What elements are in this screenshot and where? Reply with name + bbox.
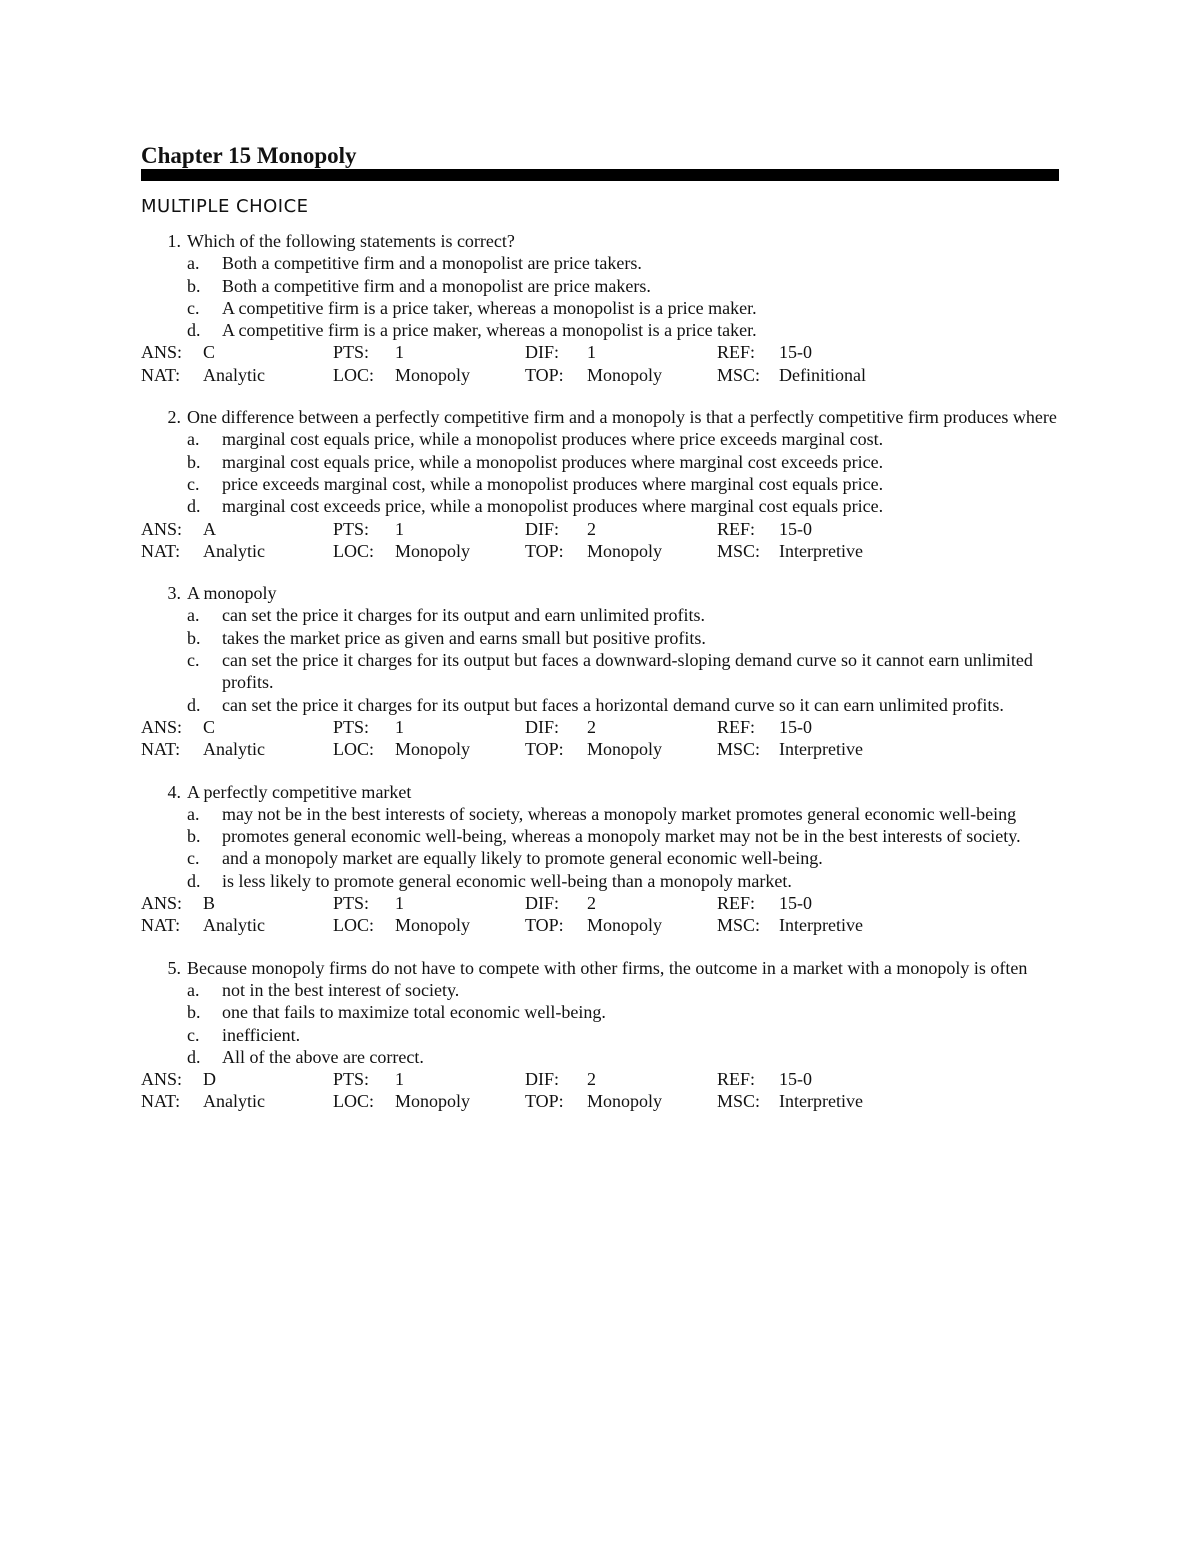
question-stem bbox=[141, 582, 1059, 604]
meta-key: ANS: bbox=[141, 518, 183, 539]
answer-choice bbox=[187, 428, 1059, 450]
meta-dif bbox=[525, 1068, 717, 1090]
meta-key: NAT: bbox=[141, 364, 181, 385]
choice-letter: d. bbox=[187, 1046, 201, 1067]
answer-meta-row bbox=[141, 716, 1059, 738]
choice-letter: a. bbox=[187, 429, 200, 450]
meta-nat bbox=[141, 540, 333, 562]
meta-msc bbox=[717, 540, 909, 562]
meta-value: C bbox=[203, 716, 216, 737]
meta-value: Monopoly bbox=[395, 364, 471, 385]
meta-key: ANS: bbox=[141, 716, 183, 737]
meta-key: MSC: bbox=[717, 1091, 761, 1112]
answer-choice bbox=[187, 604, 1059, 626]
meta-nat bbox=[141, 364, 333, 386]
meta-dif bbox=[525, 518, 717, 540]
meta-value: 1 bbox=[395, 342, 404, 363]
meta-value: 2 bbox=[587, 1069, 596, 1090]
meta-key: MSC: bbox=[717, 364, 761, 385]
choice-text: can set the price it charges for its output but faces a horizontal demand curve so it can earn unlimited profits. bbox=[222, 694, 1004, 715]
meta-value: 15-0 bbox=[779, 518, 812, 539]
meta-key: REF: bbox=[717, 518, 756, 539]
choice-text: can set the price it charges for its output and earn unlimited profits. bbox=[222, 605, 706, 626]
meta-value: Interpretive bbox=[779, 1091, 863, 1112]
classification-meta-row bbox=[141, 540, 1059, 562]
answer-choice bbox=[187, 979, 1059, 1001]
meta-value: 15-0 bbox=[779, 342, 812, 363]
question-number: 1. bbox=[167, 231, 181, 251]
classification-meta-row bbox=[141, 1090, 1059, 1112]
question-item bbox=[141, 406, 1059, 562]
meta-key: LOC: bbox=[333, 364, 375, 385]
question-number: 5. bbox=[167, 957, 181, 978]
meta-ref bbox=[717, 892, 909, 914]
meta-pts bbox=[333, 892, 525, 914]
choice-text: not in the best interest of society. bbox=[222, 979, 460, 1000]
meta-value: A bbox=[203, 518, 216, 539]
answer-choice bbox=[187, 1024, 1059, 1046]
choice-letter: a. bbox=[187, 253, 200, 274]
choice-letter: b. bbox=[187, 826, 201, 847]
meta-pts bbox=[333, 341, 525, 363]
meta-value: 2 bbox=[587, 716, 596, 737]
meta-loc bbox=[333, 914, 525, 936]
question-number: 2. bbox=[167, 407, 181, 428]
meta-value: Monopoly bbox=[587, 540, 663, 561]
answer-choice bbox=[187, 473, 1059, 495]
meta-value: Analytic bbox=[203, 739, 265, 760]
choice-text: Both a competitive firm and a monopolist are price takers. bbox=[222, 253, 642, 274]
meta-value: 1 bbox=[395, 716, 404, 737]
choice-text: A competitive firm is a price maker, whereas a monopolist is a price taker. bbox=[222, 320, 757, 341]
meta-value: 15-0 bbox=[779, 716, 812, 737]
meta-pts bbox=[333, 1068, 525, 1090]
question-stem bbox=[141, 230, 1059, 252]
meta-value: Monopoly bbox=[587, 915, 663, 936]
choice-letter: b. bbox=[187, 1002, 201, 1023]
meta-key: ANS: bbox=[141, 342, 183, 363]
meta-key: DIF: bbox=[525, 893, 560, 914]
meta-dif bbox=[525, 341, 717, 363]
meta-key: LOC: bbox=[333, 915, 375, 936]
meta-key: PTS: bbox=[333, 1069, 370, 1090]
meta-loc bbox=[333, 364, 525, 386]
meta-value: Analytic bbox=[203, 1091, 265, 1112]
meta-ref bbox=[717, 716, 909, 738]
meta-value: Monopoly bbox=[587, 739, 663, 760]
classification-meta-row bbox=[141, 914, 1059, 936]
choice-text: may not be in the best interests of society, whereas a monopoly market promotes general economic well-being bbox=[222, 803, 1017, 824]
choice-letter: c. bbox=[187, 848, 200, 869]
answer-choice bbox=[187, 319, 1059, 341]
meta-key: PTS: bbox=[333, 893, 370, 914]
meta-key: LOC: bbox=[333, 739, 375, 760]
answer-choice bbox=[187, 847, 1059, 869]
answer-choice bbox=[187, 649, 1059, 694]
meta-key: NAT: bbox=[141, 1091, 181, 1112]
meta-value: Interpretive bbox=[779, 540, 863, 561]
meta-loc bbox=[333, 1090, 525, 1112]
choice-text: can set the price it charges for its output but faces a downward-sloping demand curve so it cannot earn unlimited profits. bbox=[222, 650, 1033, 693]
meta-ref bbox=[717, 1068, 909, 1090]
choice-letter: c. bbox=[187, 650, 200, 671]
meta-value: 1 bbox=[395, 893, 404, 914]
answer-choice bbox=[187, 252, 1059, 274]
meta-key: TOP: bbox=[525, 364, 564, 385]
meta-value: 2 bbox=[587, 893, 596, 914]
meta-value: Monopoly bbox=[395, 739, 471, 760]
meta-nat bbox=[141, 1090, 333, 1112]
answer-choice bbox=[187, 803, 1059, 825]
meta-pts bbox=[333, 518, 525, 540]
choice-letter: a. bbox=[187, 605, 200, 626]
answer-choice bbox=[187, 451, 1059, 473]
choice-letter: a. bbox=[187, 803, 200, 824]
meta-key: TOP: bbox=[525, 540, 564, 561]
question-item bbox=[141, 781, 1059, 937]
choice-text: inefficient. bbox=[222, 1024, 301, 1045]
choice-text: marginal cost equals price, while a monopolist produces where marginal cost exceeds price. bbox=[222, 451, 884, 472]
meta-key: TOP: bbox=[525, 739, 564, 760]
question-text: One difference between a perfectly competitive firm and a monopoly is that a perfectly competitive firm produces where bbox=[187, 407, 1057, 428]
meta-value: D bbox=[203, 1069, 216, 1090]
meta-key: MSC: bbox=[717, 915, 761, 936]
meta-loc bbox=[333, 738, 525, 760]
question-text: Because monopoly firms do not have to compete with other firms, the outcome in a market with a monopoly is often bbox=[187, 957, 1028, 978]
choice-letter: b. bbox=[187, 451, 201, 472]
meta-value: Monopoly bbox=[395, 540, 471, 561]
meta-msc bbox=[717, 914, 909, 936]
meta-top bbox=[525, 914, 717, 936]
choice-letter: d. bbox=[187, 694, 201, 715]
question-text: A monopoly bbox=[187, 583, 277, 604]
meta-pts bbox=[333, 716, 525, 738]
meta-key: DIF: bbox=[525, 342, 560, 363]
choice-letter: a. bbox=[187, 979, 200, 1000]
answer-choice bbox=[187, 870, 1059, 892]
meta-key: REF: bbox=[717, 893, 756, 914]
answer-choice bbox=[187, 694, 1059, 716]
meta-value: Monopoly bbox=[395, 1091, 471, 1112]
choice-text: Both a competitive firm and a monopolist are price makers. bbox=[222, 275, 651, 296]
meta-value: Analytic bbox=[203, 540, 265, 561]
answer-meta-row bbox=[141, 341, 1059, 363]
meta-nat bbox=[141, 914, 333, 936]
choice-text: A competitive firm is a price taker, whereas a monopolist is a price maker. bbox=[222, 297, 757, 318]
question-item bbox=[141, 957, 1059, 1113]
answer-choice bbox=[187, 1001, 1059, 1023]
meta-ans bbox=[141, 341, 333, 363]
choice-text: marginal cost equals price, while a monopolist produces where price exceeds marginal cost. bbox=[222, 429, 884, 450]
meta-value: 1 bbox=[395, 518, 404, 539]
choice-letter: d. bbox=[187, 320, 201, 341]
meta-value: Interpretive bbox=[779, 915, 863, 936]
meta-ans bbox=[141, 1068, 333, 1090]
choice-text: and a monopoly market are equally likely to promote general economic well-being. bbox=[222, 848, 823, 869]
meta-value: 1 bbox=[587, 342, 596, 363]
meta-key: LOC: bbox=[333, 1091, 375, 1112]
meta-key: MSC: bbox=[717, 540, 761, 561]
meta-key: LOC: bbox=[333, 540, 375, 561]
meta-ref bbox=[717, 518, 909, 540]
answer-choice bbox=[187, 275, 1059, 297]
meta-key: REF: bbox=[717, 716, 756, 737]
question-item bbox=[141, 230, 1059, 386]
meta-key: PTS: bbox=[333, 716, 370, 737]
question-number: 3. bbox=[167, 583, 181, 604]
meta-key: DIF: bbox=[525, 716, 560, 737]
meta-value: 15-0 bbox=[779, 1069, 812, 1090]
meta-key: PTS: bbox=[333, 342, 370, 363]
meta-key: TOP: bbox=[525, 915, 564, 936]
title-rule bbox=[141, 169, 1059, 181]
choice-text: price exceeds marginal cost, while a monopolist produces where marginal cost equals price. bbox=[222, 473, 884, 494]
answer-choice bbox=[187, 825, 1059, 847]
meta-key: REF: bbox=[717, 1069, 756, 1090]
meta-key: NAT: bbox=[141, 540, 181, 561]
classification-meta-row bbox=[141, 364, 1059, 386]
meta-value: Monopoly bbox=[587, 1091, 663, 1112]
question-text: Which of the following statements is correct? bbox=[187, 231, 515, 251]
meta-dif bbox=[525, 716, 717, 738]
question-stem bbox=[141, 781, 1059, 803]
meta-value: 15-0 bbox=[779, 893, 812, 914]
meta-key: PTS: bbox=[333, 518, 370, 539]
choice-text: is less likely to promote general economic well-being than a monopoly market. bbox=[222, 870, 792, 891]
meta-value: Monopoly bbox=[587, 364, 663, 385]
answer-choice bbox=[187, 1046, 1059, 1068]
answer-choice bbox=[187, 495, 1059, 517]
choice-letter: c. bbox=[187, 1024, 200, 1045]
choice-letter: c. bbox=[187, 473, 200, 494]
choice-letter: c. bbox=[187, 297, 200, 318]
meta-key: ANS: bbox=[141, 893, 183, 914]
question-number: 4. bbox=[167, 781, 181, 802]
question-list bbox=[141, 230, 1059, 1113]
answer-meta-row bbox=[141, 892, 1059, 914]
classification-meta-row bbox=[141, 738, 1059, 760]
meta-value: Definitional bbox=[779, 364, 866, 385]
choice-letter: d. bbox=[187, 870, 201, 891]
meta-msc bbox=[717, 364, 909, 386]
meta-value: 1 bbox=[395, 1069, 404, 1090]
choice-text: All of the above are correct. bbox=[222, 1046, 424, 1067]
answer-choice bbox=[187, 627, 1059, 649]
question-text: A perfectly competitive market bbox=[187, 781, 412, 802]
meta-key: ANS: bbox=[141, 1069, 183, 1090]
meta-value: Monopoly bbox=[395, 915, 471, 936]
choice-text: takes the market price as given and earns small but positive profits. bbox=[222, 627, 706, 648]
meta-top bbox=[525, 540, 717, 562]
meta-key: DIF: bbox=[525, 518, 560, 539]
choice-text: marginal cost exceeds price, while a monopolist produces where marginal cost equals price. bbox=[222, 496, 884, 517]
meta-ref bbox=[717, 341, 909, 363]
meta-value: Interpretive bbox=[779, 739, 863, 760]
choice-letter: b. bbox=[187, 627, 201, 648]
choice-letter: d. bbox=[187, 496, 201, 517]
meta-value: C bbox=[203, 342, 216, 363]
meta-value: 2 bbox=[587, 518, 596, 539]
meta-dif bbox=[525, 892, 717, 914]
meta-value: Analytic bbox=[203, 364, 265, 385]
question-stem bbox=[141, 957, 1059, 979]
meta-top bbox=[525, 738, 717, 760]
answer-meta-row bbox=[141, 1068, 1059, 1090]
meta-loc bbox=[333, 540, 525, 562]
meta-ans bbox=[141, 518, 333, 540]
meta-key: NAT: bbox=[141, 739, 181, 760]
meta-msc bbox=[717, 738, 909, 760]
meta-msc bbox=[717, 1090, 909, 1112]
meta-value: B bbox=[203, 893, 216, 914]
chapter-title: Chapter 15 Monopoly bbox=[141, 143, 357, 168]
meta-ans bbox=[141, 892, 333, 914]
choice-text: promotes general economic well-being, whereas a monopoly market may not be in the best interests of society. bbox=[222, 826, 1021, 847]
section-heading: MULTIPLE CHOICE bbox=[141, 196, 309, 217]
meta-key: DIF: bbox=[525, 1069, 560, 1090]
question-stem bbox=[141, 406, 1059, 428]
meta-ans bbox=[141, 716, 333, 738]
choice-letter: b. bbox=[187, 275, 201, 296]
question-item bbox=[141, 582, 1059, 760]
meta-key: MSC: bbox=[717, 739, 761, 760]
meta-key: TOP: bbox=[525, 1091, 564, 1112]
meta-key: NAT: bbox=[141, 915, 181, 936]
meta-top bbox=[525, 1090, 717, 1112]
meta-nat bbox=[141, 738, 333, 760]
choice-text: one that fails to maximize total economic well-being. bbox=[222, 1002, 606, 1023]
meta-top bbox=[525, 364, 717, 386]
meta-key: REF: bbox=[717, 342, 756, 363]
meta-value: Analytic bbox=[203, 915, 265, 936]
answer-choice bbox=[187, 297, 1059, 319]
answer-meta-row bbox=[141, 518, 1059, 540]
document-page bbox=[141, 141, 1059, 1133]
